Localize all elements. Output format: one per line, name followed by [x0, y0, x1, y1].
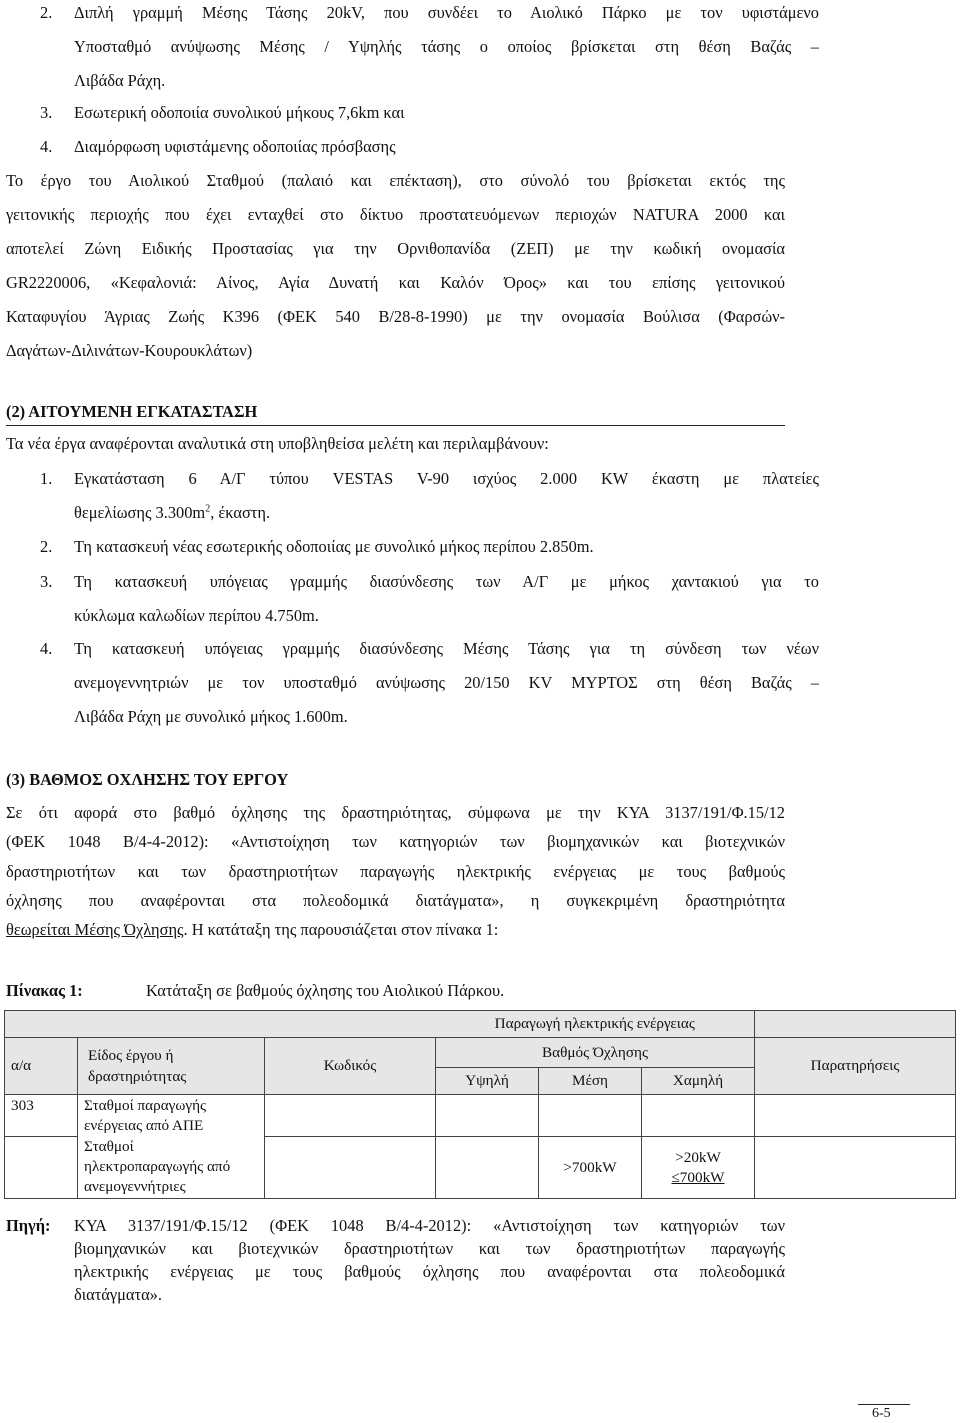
- header-type-line: δραστηριότητας: [88, 1068, 187, 1085]
- cell-mid: [539, 1095, 642, 1137]
- cell-type: [78, 1137, 265, 1199]
- cell-code: [265, 1137, 436, 1199]
- group-header: Παραγωγή ηλεκτρικής ενέργειας: [436, 1011, 755, 1038]
- cell-type-line: Σταθμοί: [84, 1138, 134, 1156]
- cell-notes: [755, 1137, 956, 1199]
- cell-code: [265, 1095, 436, 1137]
- paragraph-line: GR2220006, «Κεφαλονιά: Αίνος, Αγία Δυνατή και Καλόν Όρος» και του επίσης γειτονικού: [6, 273, 785, 292]
- underlined-text: θεωρείται Μέσης Όχλησης: [6, 920, 184, 939]
- source-line: βιομηχανικών και βιοτεχνικών δραστηριοτήτων και των δραστηριοτήτων παραγωγής: [74, 1239, 785, 1258]
- text-fragment: , έκαστη.: [210, 503, 271, 522]
- list-number: 2.: [40, 537, 53, 556]
- text-line: Τη κατασκευή υπόγειας γραμμής διασύνδεσης των Α/Γ με μήκος χαντακιού για το: [74, 572, 819, 591]
- list-number: 4.: [40, 639, 53, 658]
- superscript: 2: [205, 503, 211, 515]
- paragraph-line: γειτονικής περιοχής που έχει ενταχθεί στο δίκτυο προστατευόμενων περιοχών NATURA 2000 και: [6, 205, 785, 224]
- header-type: [78, 1038, 265, 1095]
- footer-rule: [858, 1404, 910, 1405]
- text-line: Τη κατασκευή νέας εσωτερικής οδοποιίας με συνολικό μήκος περίπου 2.850m.: [74, 537, 594, 556]
- cell-low-line: ≤700kW: [671, 1168, 725, 1186]
- text-line: Υποσταθμό ανύψωσης Μέσης / Υψηλής τάσης ο οποίος βρίσκεται στη θέση Βαζάς –: [74, 37, 819, 56]
- header-code: Κωδικός: [265, 1038, 436, 1095]
- paragraph-line: Το έργο του Αιολικού Σταθμού (παλαιό και επέκταση), στο σύνολό του βρίσκεται εκτός της: [6, 171, 785, 190]
- text-fragment: θεμελίωσης 3.300m: [74, 503, 206, 522]
- text-line: Λιβάδα Ράχη με συνολικό μήκος 1.600m.: [74, 707, 348, 726]
- cell-low: [642, 1137, 755, 1199]
- cell-type-line: Σταθμοί παραγωγής: [84, 1096, 207, 1114]
- paragraph-line: δραστηριοτήτων και των δραστηριοτήτων παραγωγής ηλεκτρικής ενέργειας με τους βαθμούς: [6, 862, 785, 881]
- header-high: Υψηλή: [436, 1068, 539, 1095]
- paragraph-line: Σε ότι αφορά στο βαθμό όχλησης της δραστηριότητας, σύμφωνα με την ΚΥΑ 3137/191/Φ.15/12: [6, 803, 785, 822]
- section-intro: Τα νέα έργα αναφέρονται αναλυτικά στη υποβληθείσα μελέτη και περιλαμβάνουν:: [6, 434, 549, 453]
- cell-low: [642, 1095, 755, 1137]
- cell-notes: [755, 1095, 956, 1137]
- cell-type-line: ηλεκτροπαραγωγής από: [84, 1158, 231, 1176]
- text-line: [74, 503, 270, 523]
- list-number: 2.: [40, 3, 53, 22]
- cell-high: [436, 1095, 539, 1137]
- source-label: Πηγή:: [6, 1216, 51, 1235]
- source-line: διατάγματα».: [74, 1285, 162, 1304]
- cell-type-line: ανεμογεννήτριες: [84, 1178, 186, 1196]
- text-line: Λιβάδα Ράχη.: [74, 71, 166, 90]
- cell-aa: [5, 1137, 78, 1199]
- cell-type-line: ενέργειας από ΑΠΕ: [84, 1116, 204, 1134]
- heading-rule: [6, 425, 785, 426]
- page-number: 6-5: [872, 1406, 891, 1421]
- header-aa: α/α: [5, 1038, 78, 1095]
- table-cell-empty: [5, 1011, 436, 1038]
- cell-high: [436, 1137, 539, 1199]
- cell-aa: 303: [5, 1095, 78, 1137]
- header-degree: Βαθμός Όχλησης: [436, 1038, 755, 1068]
- paragraph-line: Καταφυγίου Άγριας Ζωής Κ396 (ΦΕΚ 540 Β/28-8-1990) με την ονομασία Βούλισα (Φαρσών-: [6, 307, 785, 326]
- table-caption: Κατάταξη σε βαθμούς όχλησης του Αιολικού Πάρκου.: [146, 981, 505, 1000]
- text-line: Εγκατάσταση 6 Α/Γ τύπου VESTAS V-90 ισχύος 2.000 KW έκαστη με πλατείες: [74, 469, 819, 488]
- list-number: 3.: [40, 572, 53, 591]
- section-heading: (2) ΑΙΤΟΥΜΕΝΗ ΕΓΚΑΤΑΣΤΑΣΗ: [6, 402, 258, 421]
- text-line: Διπλή γραμμή Μέσης Τάσης 20kV, που συνδέει το Αιολικό Πάρκο με τον υφιστάμενο: [74, 3, 819, 22]
- list-number: 3.: [40, 103, 53, 122]
- table-cell-empty: [755, 1011, 956, 1038]
- header-low: Χαμηλή: [642, 1068, 755, 1095]
- header-type-line: Είδος έργου ή: [88, 1047, 174, 1064]
- text-line: Τη κατασκευή υπόγειας γραμμής διασύνδεσης Μέσης Τάσης για τη σύνδεση των νέων: [74, 639, 819, 658]
- header-notes: Παρατηρήσεις: [755, 1038, 956, 1095]
- paragraph-line: [6, 920, 498, 940]
- source-line: ηλεκτρικής ενέργειας με τους βαθμούς όχλησης που αναφέρονται στα πολεοδομικά: [74, 1262, 785, 1281]
- table-label: Πίνακας 1:: [6, 981, 83, 1000]
- list-number: 4.: [40, 137, 53, 156]
- cell-type: [78, 1095, 265, 1137]
- text-line: Διαμόρφωση υφιστάμενης οδοποιίας πρόσβασης: [74, 137, 396, 156]
- text-line: Εσωτερική οδοποιία συνολικού μήκους 7,6km και: [74, 103, 405, 122]
- header-mid: Μέση: [539, 1068, 642, 1095]
- paragraph-line: Δαγάτων-Διλινάτων-Κουρουκλάτων): [6, 341, 253, 360]
- paragraph-line: αποτελεί Ζώνη Ειδικής Προστασίας για την Ορνιθοπανίδα (ΖΕΠ) με την κωδική ονομασία: [6, 239, 785, 258]
- list-number: 1.: [40, 469, 53, 488]
- source-line: ΚΥΑ 3137/191/Φ.15/12 (ΦΕΚ 1048 Β/4-4-2012): «Αντιστοίχηση των κατηγοριών των: [74, 1216, 785, 1235]
- text-fragment: . Η κατάταξη της παρουσιάζεται στον πίνακα 1:: [183, 920, 499, 939]
- cell-mid: >700kW: [539, 1137, 642, 1199]
- paragraph-line: (ΦΕΚ 1048 Β/4-4-2012): «Αντιστοίχηση των κατηγοριών των βιομηχανικών και βιοτεχνικών: [6, 832, 785, 851]
- section-heading: (3) ΒΑΘΜΟΣ ΟΧΛΗΣΗΣ ΤΟΥ ΕΡΓΟΥ: [6, 770, 289, 789]
- classification-table: [4, 1010, 956, 1199]
- text-line: κύκλωμα καλωδίων περίπου 4.750m.: [74, 606, 319, 625]
- text-line: ανεμογεννητριών με τον υποσταθμό ανύψωσης 20/150 KV ΜΥΡΤΟΣ στη θέση Βαζάς –: [74, 673, 819, 692]
- paragraph-line: όχλησης που αναφέρονται στα πολεοδομικά διατάγματα», η συγκεκριμένη δραστηριότητα: [6, 891, 785, 910]
- cell-low-line: >20kW: [675, 1148, 721, 1166]
